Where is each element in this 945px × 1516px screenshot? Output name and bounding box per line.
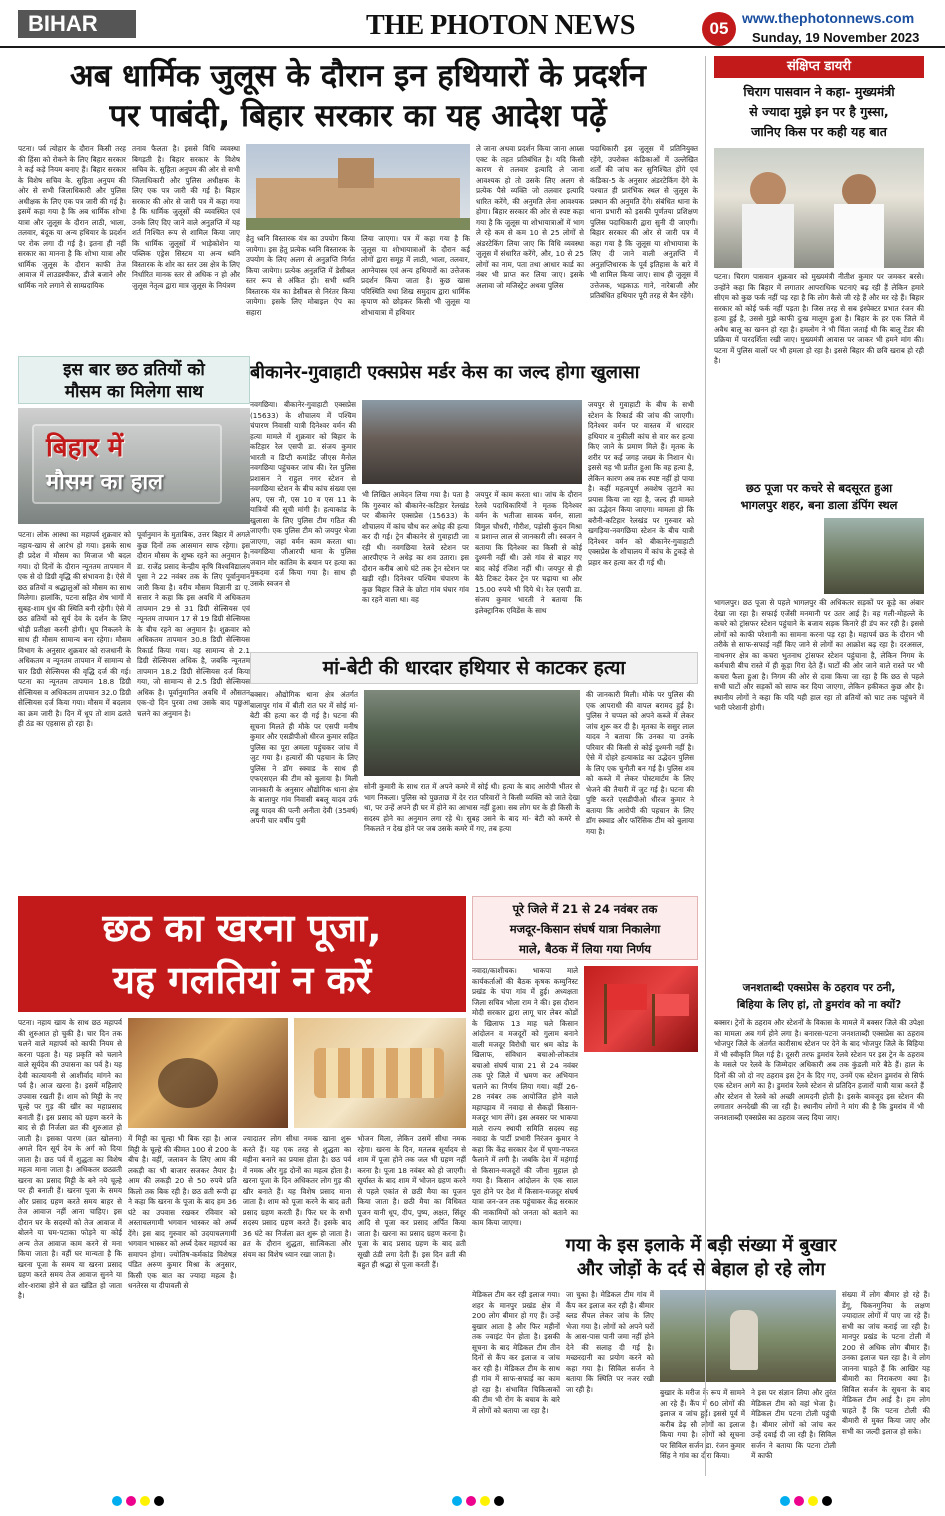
gaya-story-col2: जा चुका है। मेडिकल टीम गांव में कैंप कर इलाज कर रही है। बीमार ब्लड सैंपल लेकर जांच के लिए भेजा गया है। लोगों को अपने घरों के आस-पास पानी जमा नहीं होने देने की सलाह दी गई है। मच्छरदानी का प्रयोग करने को कहा गया है। सिविल सर्जन ने बताया कि स्थिति पर नजर रखी जा रही है। [566, 1290, 654, 1394]
weather-photo-caption-line2: मौसम का हाल [46, 470, 164, 495]
murder-story-col1: बक्सर। औद्योगिक थाना क्षेत्र अंतर्गत बालापुर गांव में बीती रात घर में सोई मां-बेटी की हत्या कर दी गई है। घटना की सूचना मिलते ही मौके पर एसपी मनीष कुमार और एसडीपीओ धीरज कुमार सहित पुलिस का पूरा अमला पहुंचकर जांच में जुट गया है। हत्यारों की पहचान के लिए पुलिस ने डॉग स्क्वाड के साथ ही एफएसएल की टीम को बुलाया है। मिली जानकारी के अनुसार औद्योगिक थाना क्षेत्र के बालापुर गांव निवासी बबलू यादव उर्फ लड्डू यादव की पत्नी अनीता देवी (35वर्ष) अपनी चार वर्षीय पुत्री [250, 690, 358, 825]
train-crowd-photo [362, 400, 582, 484]
main-story-col5: ले जाना अथवा प्रदर्शन किया जाना आम्र्स एक्ट के तहत प्रतिबंधित है। यदि किसी कारण से तलवार इत्यादि ले जाना आवश्यक हो तो उसके लिए अलग से प्रत्येक पैसे व्यक्ति जो तलवार इत्यादि धारित करेंगे, की अनुमति लेना आवश्यक होगा। बिहार सरकार की ओर से स्पष्ट कहा गया है कि जुलूस या शोभायात्राओं में भाग ले रहे कम से कम 10 से 25 लोगों से अंडरटेकिंग लिया जाए कि विधि व्यवस्था जुलूस में संधारित करेंगे, और, 10 से 25 लोगों का नाम, पता तथा आधार कार्ड का नंबर भी प्राप्त कर लिया जाए। इसके अलावा जो मजिस्ट्रेट अथवा पुलिस [476, 144, 584, 290]
murder-headline: मां-बेटी की धारदार हथियार से काटकर हत्या [322, 657, 626, 679]
weather-story [18, 356, 250, 890]
dumraon-headline-line2: बिहिया के लिए हां, तो डुमरांव को ना क्यों? [736, 999, 902, 1011]
murder-headline-box [250, 652, 698, 684]
dumping-story-text: भागलपुर। छठ पूजा से पहले भागलपुर की अधिकतर सड़कों पर कूड़े का अंबार देखा जा रहा है। सफाई एजेंसी मनमानी पर उतर आई है। वह गली-मोहल्ले के कचरे को ट्रांसफर स्टेशन पहुंचाने के बजाय सड़क किनारे ही डंप कर रही है। इससे लोगों को काफी परेशानी का सामना करना पड़ रहा है। महापर्व छठ के दौरान भी तरीके से साफ-सफाई नहीं किए जाने से लोगों का आक्रोश बढ़ रहा है। दरअसल, नाथनगर क्षेत्र का कचरा भुतनाथ ट्रांसफर स्टेशन पहुंचाना है, लेकिन निगम के कर्मचारी बीच रास्ते में ही कूड़ा गिरा देते हैं। घाटों की ओर जाने वाले रास्ते पर भी कचरा फैला हुआ है। निगम की ओर से दावा किया जा रहा है कि छठ से पहले सभी घाटों और सड़कों को साफ कर दिया जाएगा, लेकिन हकीकत कुछ और है। स्थानीय लोगों ने कहा कि यदि यही हाल रहा तो व्रतियों को घाट तक पहुंचने में भारी परेशानी होगी। [714, 598, 924, 712]
newspaper-brand: THE PHOTON NEWS [366, 10, 635, 41]
bikaner-story-col4: जयपुर से गुवाहाटी के बीच के सभी स्टेशन के रिकार्ड की जांच की जाएगी। दिनेश्वर वर्मन पर वास्तव में धारदार हथियार व नुकीली कांच से वार कर हत्या किए जाने के प्रमाण मिले हैं। मृतक के शरीर पर कई जगह जख्म के निशान थे। इससे यह भी प्रतीत हुआ कि वह हत्या है, लेकिन कारण अब तक स्पष्ट नहीं हो पाया है। कहीं महत्वपूर्ण अवशेष जुटाने का प्रयास किया जा रहा है, जल्द ही मामले का उद्भेदन किया जाएगा। मामला हो कि बरौनी-कटिहार रेलखंड पर गुरुवार को खगड़िया-नवगछिया स्टेशन के बीच यात्री दिनेश्वर वर्मन को बीकानेर-गुवाहाटी एक्सप्रेस के शौचालय में कांच के टुकड़े से प्रहार कर हत्या कर दी गई थी। [588, 400, 694, 567]
mother-daughter-story [250, 652, 698, 892]
gaya-story-col5: संख्या में लोग बीमार हो रहे हैं। डेंगू, चिकनगुनिया के लक्षण ज्यादातर लोगों में पाए जा रहे हैं। सभी का जांच कराई जा रही है। मानपुर प्रखंड के पटना टोली में 200 से अधिक लोग बीमार हैं। उनका इलाज चल रहा है। वे लोग जानना चाहते हैं कि आखिर यह बीमारी का निराकरण क्या है। सिविल सर्जन के सूचना के बाद मेडिकल टीम आई है। हम लोग चाहते हैं कि पटना टोली की बीमारी से मुक्त किया जाए और सभी का जल्दी इलाज हो सके। [842, 1290, 930, 1436]
chhath-story [18, 896, 466, 1486]
chirag-headline-line2: से ज्यादा मुझे इन पर है गुस्सा, [749, 104, 889, 119]
gaya-headline-line2: और जोड़ों के दर्द से बेहाल हो रहे लोग [576, 1259, 826, 1280]
region-tag: BIHAR [18, 10, 136, 38]
main-headline-line1: अब धार्मिक जुलूस के दौरान इन हथियारों के प्रदर्शन [69, 58, 646, 94]
dumping-story-text-top [714, 518, 820, 594]
main-headline-line2: पर पाबंदी, बिहार सरकार का यह आदेश पढ़ें [109, 98, 607, 134]
sidebar-title: संक्षिप्त डायरी [714, 56, 924, 78]
main-story-col3: हेतु ध्वनि विस्तारक यंत्र का उपयोग किया जायेगा। इस हेतु प्रत्येक ध्वनि विस्तारक के उपयोग के लिए अलग से अनुज्ञप्ति निर्गत किया जायेगा। प्रत्येक अनुज्ञप्ति में डेसीबल स्तर रूप से अंकित हो। सभी ध्वनि विस्तारक यंत्र का डेसीबल से निरंतर किया जायेगा। इसके लिए मोबाइल ऐप का सहारा [246, 234, 355, 317]
weather-headline-box [18, 356, 250, 404]
chirag-headline-line3: जानिए किस पर कही यह बात [751, 124, 887, 139]
main-story-col6: पदाधिकारी इस जुलूस में प्रतिनियुक्त रहेंगे, उपरोक्त कंडिकाओं में उल्लेखित शर्तों की जांच कर सुनिश्चित होंगे एवं कंडिका-5 के अनुसार अंडरटेकिंग देंगे के पश्चात ही प्रारंभिक स्थल से जुलूस के प्रस्थान की अनुमति देंगे। संबंधित थाना के थाना प्रभारी को इसकी पूर्णतया प्रशिक्षण पुलिस पदाधिकारी द्वारा सुनी दी जाएगी। बिहार सरकार की ओर से जारी पत्र में कहा गया है कि जुलूस या शोभायात्रा के लिए दी जाने वाली अनुज्ञप्ति में अनुज्ञप्तिधारक के पूर्व इतिहास के बारे में भी शामिल किया जाए। साथ ही जुलूस में उत्तेजक, भड़काऊ गाने, नारेबाजी और प्रतिबंधित हथियार पूरी तरह से बैन रहेंगे। [590, 144, 698, 300]
garbage-dump-photo [824, 518, 924, 594]
bikaner-headline: बीकानेर-गुवाहाटी एक्सप्रेस मर्डर केस का जल्द होगा खुलासा [250, 362, 640, 383]
bikaner-story-col3: जयपुर में काम करता था। जांच के दौरान रेलवे पदाधिकारियों ने मृतक दिनेश्वर वर्मन के भतीजा सावक वर्मन, साला विमुल चौधरी, गौरीश, पड़ोसी कुंदन मिश्रा व प्रशान्त लाल से जानकारी ली। स्वजन ने बताया कि दिनेश्वर का किसी से कोई दुश्मनी नहीं थी। उसे गांव से बाहर गए बाद कोई रंजिश नहीं थी। जयपुर से ही बैठे टिकट देकर ट्रेन पर चढ़ाया था और 15.00 रुपये भी दिये थे। रेल एसपी डा. संजय कुमार भारती ने बताया कि इलेक्ट्रानिक एविडेंस के साथ [475, 490, 582, 615]
dumraon-headline-line1: जनशताब्दी एक्सप्रेस के ठहराव पर ठनी, [742, 982, 896, 994]
page-number: 05 [702, 12, 736, 46]
weather-photo [18, 408, 250, 524]
chhath-headline-line2: यह गलतियां न करें [112, 958, 372, 1002]
secretariat-photo [246, 144, 470, 230]
weather-headline-line1: इस बार छठ व्रतियों को [63, 360, 205, 380]
cpiml-headline-line2: मजदूर-किसान संघर्ष यात्रा निकालेगा [509, 922, 661, 936]
print-registration-marks [0, 1488, 945, 1516]
brief-diary-sidebar [705, 56, 930, 1476]
dumping-headline-line2: भागलपुर शहर, बना डाला डंपिंग स्थल [740, 498, 898, 512]
cpiml-headline-box [472, 896, 698, 960]
chhath-story-col2: में मिट्टी का चूल्हा भी बिक रहा है। आज मिट्टी के चूल्हे की कीमत 100 से 200 के बीच है। वहीं, जलावन के लिए आम की लकड़ी का भी बाजार सजकर तैयार है। आम की लकड़ी 20 से 50 रुपये प्रति किलो तक बिक रही है। छठ व्रती रूपी ढ़ा ने कहा कि खरना के पूजा के बाद हम 36 घंटे का उपवास रखकर रविवार को अस्ताचलगामी भगवान भास्कर को अर्घ्य देंगे। इस बाद गुरुवार को उदयाचलगामी भगवान भास्कर को अर्घ्य देकर महापर्व का समापन होगा। ज्योतिष-कर्मकांड विशेषज्ञ पंडित अरुण कुमार मिश्रा के अनुसार, किसी एक बात का ज्यादा महत्व है। धनतेरस या दीपावली से [128, 1134, 237, 1290]
gaya-headline-line1: गया के इस इलाके में बड़ी संख्या में बुखार [565, 1235, 837, 1256]
chhath-headline-line1: छठ का खरना पूजा, [102, 906, 382, 950]
chirag-headline-line1: चिराग पासवान ने कहा- मुख्यमंत्री [743, 84, 895, 99]
main-story-headline [18, 56, 698, 136]
murder-story-col2: सोनी कुमारी के साथ रात में अपने कमरे में सोई थी। हत्या के बाद आरोपी भीतर से भाग निकला। पुलिस को पुछताछ में देर रात परिवारों ने किसी व्यक्ति को जाते देखा था, पर उन्हें अपने ही घर में होने का आभास नहीं हुआ। सब लोग घर के ही किसी के सदस्य होने का अनुमान लगा रहे थे। सुबह उसने के बाद मां- बेटी को कमरे से निकलते न देख होने पर जब उसके कमरे में गए, तब हत्या [364, 782, 580, 833]
main-story-col2: तनाव फैलता है। इससे विधि व्यवस्था बिगड़ती है। बिहार सरकार के विशेष सचिव के. सुहिता अनुपम की ओर से सभी जिलाधिकारी और पुलिस अधीक्षक के लिए एक पत्र जारी की गई है। बिहार सरकार की ओर से जारी पत्र में कहा गया है कि धार्मिक जुलूसों की व्यवस्थित एवं उनके लिए दिए जाने वाले अनुज्ञप्ति में यह शर्त निश्चित रूप से शामिल किया जाए कि धार्मिक जुलूसों में भाड़ेकोशेन या पब्लिक एड्रेस सिस्टम या अन्य ध्वनि विस्तारक के शोर का स्तर उस क्षेत्र के लिए निर्धारित मानक स्तर से अधिक न हो और जुलूस नेतृत्व द्वारा मात्र जुलूस के नियंत्रण [132, 144, 240, 290]
bikaner-story-col1: नवगछिया। बीकानेर-गुवाहाटी एक्सप्रेस (15633) के शौचालय में पश्चिम चंपारण निवासी यात्री दिनेश्वर वर्मन की हत्या मामले में शुक्रवार को बिहार के कटिहार रेल एसपी डा. संजय कुमार भारती व डिप्टी कमांडेंट जीएस मैनोल नवगछिया पहुंचकर जांच की। रेल पुलिस प्रशासन ने राहुल नगर स्टेशन से नवगछिया स्टेशन के बीच कांच संख्या एस अप, एस नौ, एस 10 व एस 11 के यात्रियों की सूची मांगी है। हत्याकांड के खुलासा के लिए पुलिस टीम गठित की जाएगी। एक पुलिस टीम को जयपुर भेजा जाएगा, जहां वर्मन काम करता था। नवगछिया जीआरपी थाना के पुलिस जवान मोर कांतिम के बयान पर हत्या का मुकदमा दर्ज किया गया है। साथ ही उसके स्वजन से [250, 400, 356, 588]
website-link[interactable]: www.thephotonnews.com [742, 10, 915, 26]
chhath-story-col1: पटना। नहाय खाय के साथ छठ महापर्व की शुरुआत हो चुकी है। चार दिन तक चलने वाले महापर्व को काफी नियम से करना पड़ता है। यह प्रकृति को चलाने वाले सूर्यदेव की उपासना का पर्व है। यह देवी कात्यायनी से आशीर्वाद मांगने का पर्व है। आज खरना है। इसमें महिलाएं उपवास रखती हैं। शाम को मिट्टी के नए चूल्हे पर गुड़ की खीर का महाप्रसाद बनाती हैं। इस प्रसाद को ग्रहण करने के बाद से ही निर्जला व्रत की शुरुआत हो जाती है। इसका पारण (व्रत खोलना) अगले दिन सूर्य देव के अर्ग को दिया जाता है। छठ पर्व में शुद्धता का विशेष महत्व माना जाता है। अधिकतर छठव्रती खरना का प्रसाद मिट्टी के बने नये चूल्हे पर ही बनाती हैं। खरना पूजा के समय और प्रसाद ग्रहण करते समय बाहर से तेज आवाज नहीं आना चाहिए। इस दौरान घर के सदस्यों को तेज आवाज में बोलने या चम-पटाका फोड़ने या कोई अन्य तेज आवाज काम करने से मना किया जाता है। वहीं घर मान्यता है कि खरना पूजा के समय या खरना प्रसाद ग्रहण करते समय तेज आवाज सुनने या शोर-शराबा होने से व्रत खंडित हो जाता है। [18, 1018, 122, 1300]
chhath-headline-box [18, 896, 466, 1012]
crime-scene-photo [364, 690, 580, 776]
gaya-story-col3: बुखार के मरीज के रूप में सामने आ रहे हैं। कैंप में 60 लोगों की इलाज व जांच हुई। इससे पूर्व में करीब डेढ़ सौ लोगों का इलाज किया गया है। लोगों को सूचना पर सिविल सर्जन डा. रंजन कुमार सिंह ने गांव का दौरा किया। [660, 1388, 745, 1460]
chhath-story-col3: ज्यादातर लोग सीधा नमक खाना शुरू करते हैं। यह एक तरह से शुद्धता का महीना बनाने का प्रयास होता है। छठ पर्व में नमक और गुड़ दोनों का महत्व होता है। खरना पूजा के दिन अधिकतर लोग गुड़ की खीर बनाते हैं। यह विशेष प्रसाद माना जाता है। शाम को पूजा करने के बाद व्रती प्रसाद ग्रहण करती हैं। फिर घर के सभी सदस्य प्रसाद ग्रहण करते हैं। इसके बाद 36 घंटे का निर्जला व्रत शुरू हो जाता है। व्रत के दौरान शुद्धता, सात्विकता और संयम का विशेष ध्यान रखा जाता है। [242, 1134, 352, 1259]
cpiml-story-text: नवादा/काशीचक। भाकपा माले कार्यकर्ताओं की बैठक कृषक कम्युनिस्ट प्रखंड के चंपा गांव में हुई। अध्यक्षता जिला सचिव भोला राम ने की। इस दौरान मोदी सरकार द्वारा लागू चार लेबर कोडों के खिलाफ 13 माह चले किसान आंदोलन व मजदूरों को गुलाम बनाने वाली मजदूर विरोधी चार श्रम कोड के खिलाफ, संविधान बचाओ-लोकतंत्र बचाओ संघर्ष यात्रा 21 से 24 नवंबर तक पूरे जिले में भ्रमण कर अभियान चलाने का निर्णय लिया गया। वहीं 26-28 नवंबर तक आयोजित होने वाले महापड़ाव में नवादा से सैकड़ों किसान-मजदूर भाग लेंगे। इस अवसर पर भाकपा माले राज्य स्थायी समिति सदस्य सह नवादा के पार्टी प्रभारी निरंजन कुमार ने कहा कि केंद्र सरकार देश में घृणा-नफरत फैलाने में लगी है। जबकि देश में महंगाई से किसान-मजदूरों की जीना मुहाल हो गया है। किसान आंदोलन के एक साल पूरा होने पर देश में किसान-मजदूर संघर्ष यात्रा जन-जन तक पहुंचाकर केंद्र सरकार की नाकामियों को जनता को बताने का काम किया जाएगा। [472, 966, 578, 1226]
chirag-paswan-photo [714, 148, 924, 268]
gaya-story-col1: मेडिकल टीम कर रही इलाज गया। शहर के मानपुर प्रखंड क्षेत्र में 200 लोग बीमार हो गए हैं। उन्हें बुखार आता है और फिर महीनों तक ज्वाइंट पेन होता है। इसकी सूचना के बाद मेडिकल टीम तीन दिनों से कैंप कर इलाज व जांच कर रही है। मेडिकल टीम के साथ ही गांव में साफ-सफाई का काम हो रहा है। संभावित चिकित्सकों की टीम भी रोग के बचाव के बारे में लोगों को बताया जा रहा है। [472, 1290, 560, 1415]
chirag-story-text: पटना। चिराग पासवान शुक्रवार को मुख्यमंत्री नीतीश कुमार पर जमकर बरसे। उन्होंने कहा कि बिहार में लगातार आपराधिक घटनाएं बढ़ रही हैं लेकिन हमारे सीएम को कुछ फर्क नहीं पड़ रहा है कि लोग कैसे जी रहे हैं और मर रहे हैं। बिहार सरकार को कोई फर्क नहीं पड़ता है। जिस तरह से सब इंस्पेक्टर प्रभात रंजन की हत्या हुई है, उससे मुझे काफी दुःख मालूम हुआ है। बिहार के हर एक जिले में अवैध बालू का खनन हो रहा है। हमलोग ने भी चिंता जताई थी कि बालू टेंडर की प्रक्रिया में पारदर्शिता रखी जाए। मुख्यमंत्री आवास पर जाकर भी हमने मांग की। पटना में पुलिस वालों पर भी हमला हो रहा है। इससे बिहार की छवि खराब हो रही है। [714, 272, 924, 365]
cpiml-headline-line1: पूरे जिले में 21 से 24 नवंबर तक [512, 902, 658, 916]
prasad-photo [294, 1018, 466, 1128]
main-story-col1: पटना। पर्व त्योहार के दौरान किसी तरह की हिंसा को रोकने के लिए बिहार सरकार ने कई कड़े नियम बनाए हैं। बिहार सरकार के विशेष सचिव के. सुहिता अनुपम की ओर से सभी जिलाधिकारी और पुलिस अधीक्षक के लिए एक पत्र जारी की गई है। इसमें कहा गया है कि अब धार्मिक शोभा यात्रा और जुलूस के दौरान लाठी, भाला, तलवार, बंदूक या अन्य हथियार के प्रदर्शन पर रोक लगा दी गई है। इतना ही नहीं सरकार का मानना है कि शोभा यात्रा और धार्मिक जुलूस के दौरान काफी तेज आवाज में लाउडस्पीकर, डीजे बजाने और धार्मिक नारे लगाने से साम्प्रदायिक [18, 144, 126, 290]
dumraon-story-text: बक्सर। ट्रेनों के ठहराव और स्टेशनों के विकास के मामले में बक्सर जिले की उपेक्षा का मामला अब गर्म होने लगा है। बनारस-पटना जनशताब्दी एक्सप्रेस का ठहराव भोजपुर जिले के अंतर्गत कारीसाथ स्टेशन पर देने के बाद भोजपुर जिले के बिहिया में भी स्वीकृति मिल गई है। दूसरी तरफ डुमरांव रेलवे स्टेशन पर इस ट्रेन के ठहराव के मसले पर रेलवे के जिम्मेदार अधिकारी अब तक कुंडली मारे बैठे हैं। हाल के दिनों की जो दो नए ठहराव इस ट्रेन के दिए गए, उनमें एक स्टेशन डुमरांव से सिर्फ एक स्टेशन आगे का है। डुमरांव रेलवे स्टेशन से प्रतिदिन हजारों यात्री यात्रा करते हैं और स्टेशन से रेलवे को अच्छी आमदनी होती है। इसके बावजूद इस स्टेशन की लगातार अनदेखी की जा रही है। स्थानीय लोगों ने मांग की है कि डुमरांव में भी जनशताब्दी एक्सप्रेस का ठहराव जल्द दिया जाए। [714, 1018, 924, 1122]
edition-date: Sunday, 19 November 2023 [752, 30, 920, 45]
weather-story-col1: पटना। लोक आस्था का महापर्व शुक्रवार को नहाय-खाय से आरंभ हो गया। इसके साथ ही प्रदेश में मौसम का मिजाज भी बदल गया। दो दिनों के दौरान न्यूनतम तापमान में एक से दो डिग्री वृद्धि की संभावना है। ऐसे में छठ व्रतियों व श्रद्धालुओं को मौसम का साथ मिलेगा। हालांकि, पटना सहित शेष भागों में सुबह-शाम धुंध की स्थिति बनी रहेगी। ऐसे में छठ व्रतियों को सूर्य देव के दर्शन के लिए थोड़ी प्रतीक्षा करनी होगी। धूप निकलने के साथ ही मौसम सामान्य बना रहेगा। मौसम विभाग के अनुसार शुक्रवार को राजधानी के अधिकतम व न्यूनतम तापमान में सामान्य से चार डिग्री सेल्सियस की वृद्धि दर्ज की गई। पटना का न्यूनतम तापमान 18.8 डिग्री सेल्सियस व अधिकतम तापमान 32.0 डिग्री सेल्सियस दर्ज किया गया। मौसम में बदलाव का क्रम जारी है। दिन में धूप तो शाम ढलते ही ठंड का एहसास हो रहा है। [18, 530, 131, 728]
murder-story-col3: की जानकारी मिली। मौके पर पुलिस की एक आपराधी की वापल बरामद हुई है। पुलिस ने चप्पल को अपने कब्जे में लेकर जांच शुरू कर दी है। मृतका के ससुर लाल यादव ने बताया कि उनका या उनके परिवार की किसी से कोई दुश्मनी नहीं है। ऐसे में दोहरे हत्याकांड का उद्भेदन पुलिस के लिए एक चुनौती बन गई है। पुलिस शव को कब्जे में लेकर पोस्टमार्टम के लिए भेजने की तैयारी में जुट गई है। घटना की पुष्टि करते एसडीपीओ धीरज कुमार ने बताया कि आरोपी की पहचान के लिए डॉग स्क्वाड और फॉरेंसिक टीम को बुलाया गया है। [586, 690, 694, 836]
red-flag-photo [584, 966, 698, 1052]
weather-photo-caption-line1: बिहार में [46, 433, 124, 463]
kharna-pooja-photo [128, 1018, 288, 1128]
gaya-story-col4: ने इस पर संज्ञान लिया और तुरंत मेडिकल टीम को वहां भेजा है। मेडिकल टीम पटना टोली पहुंची है। बीमार लोगों को जांच कर उन्हें दवाई दी जा रही है। सिविल सर्जन ने बताया कि पटना टोली में काफी [751, 1388, 836, 1460]
main-story [18, 54, 698, 366]
chhath-story-col4: भोजन मिला, लेकिन उसमें सीधा नमक रहेगा। खरना के दिन, मतलब सूर्यादय से शाम में पूजा होने तक जल भी ग्रहण नहीं करना है। पूजा 18 नवंबर को हो जाएगी। सूर्यास्त के बाद शाम में भोजन ग्रहण करने से पहले एकांत से छठी मैया का पूजन किया जाता है। छठी मैया का विधिवत पूजन यानी धूप, दीप, पुष्प, अक्षत, सिंदूर आदि से पूजा कर प्रसाद अर्पित किया जाता है। खरना का प्रसाद ग्रहण करना है। पूजा के बाद प्रसाद ग्रहण के बाद व्रती सूखी ठंडी लगा देती हैं। इस दिन व्रती की बहुत ही श्रद्धा से पूजा करती हैं। [357, 1134, 466, 1269]
bikaner-story-col2: भी लिखित आवेदन लिया गया है। पता है कि गुरुवार को बीकानेर-कटिहार रेलखंड पर बीकानेर एक्सप्रेस (15633) के शौचालय में कांच चौथ कर अधेड़ की हत्या कर दी गई। ट्रेन बीकानेर से गुवाहाटी जा रही थी। नवगछिया रेलवे स्टेशन पर आरपीएफ ने अधेड़ का शव उतारा। इस दौरान करीब आधे घंटे तक ट्रेन स्टेशन पर खड़ी रही। दिनेश्वर पश्चिम चंपारण के कुछ बिहार जिले के छोटा गांव घंघार गांव का रहने वाला था। वह [362, 490, 469, 604]
cpiml-story [472, 896, 698, 1230]
masthead [0, 0, 945, 48]
bikaner-story [250, 360, 698, 650]
weather-story-col2: पूर्वानुमान के मुताबिक, उत्तर बिहार में अगले कुछ दिनों तक आसमान साफ रहेगा। इस दौरान मौसम के शुष्क रहने का अनुमान है। डा. राजेंद्र प्रसाद केन्द्रीय कृषि विश्वविद्यालय पूसा ने 22 नवंबर तक के लिए पूर्वानुमान जारी किया है। वरीय मौसम विज्ञानी डा ए. सत्तार ने कहा कि इस अवधि में अधिकतम तापमान 29 से 31 डिग्री सेल्सियस एवं न्यूनतम तापमान 17 से 19 डिग्री सेल्सियस के बीच रहने का अनुमान है। शुक्रवार को अधिकतम तापमान 30.8 डिग्री सेल्सियस रिकार्ड किया गया। यह सामान्य से 2.1 डिग्री सेल्सियस अधिक है, जबकि न्यूनतम तापमान 18.2 डिग्री सेल्सियस दर्ज किया गया, जो सामान्य से 2.5 डिग्री सेल्सियस अधिक है। पूर्वानुमानित अवधि में औसतन एक-दो दिन पुरवा तथा उसके बाद पछुआ चलने का अनुमान है। [137, 530, 250, 718]
dumping-headline-line1: छठ पूजा पर कचरे से बदसूरत हुआ [745, 481, 893, 495]
main-story-col4: लिया जाएगा। पत्र में कहा गया है कि जुलूस या शोभायात्राओं के दौरान कई लोगों द्वारा समूह में लाठी, भाला, तलवार, आग्नेयास्त्र एवं अन्य हथियारों का उत्तेजक प्रदर्शन किया जाता है। कुछ खास परिस्थिति यथा शिख समुदाय द्वारा धार्मिक कृपाण को छोड़कर किसी भी जुलूस या शोभायात्रा में हथियार [361, 234, 470, 317]
cpiml-headline-line3: माले, बैठक में लिया गया निर्णय [519, 942, 651, 956]
weather-headline-line2: मौसम का मिलेगा साथ [64, 382, 204, 402]
